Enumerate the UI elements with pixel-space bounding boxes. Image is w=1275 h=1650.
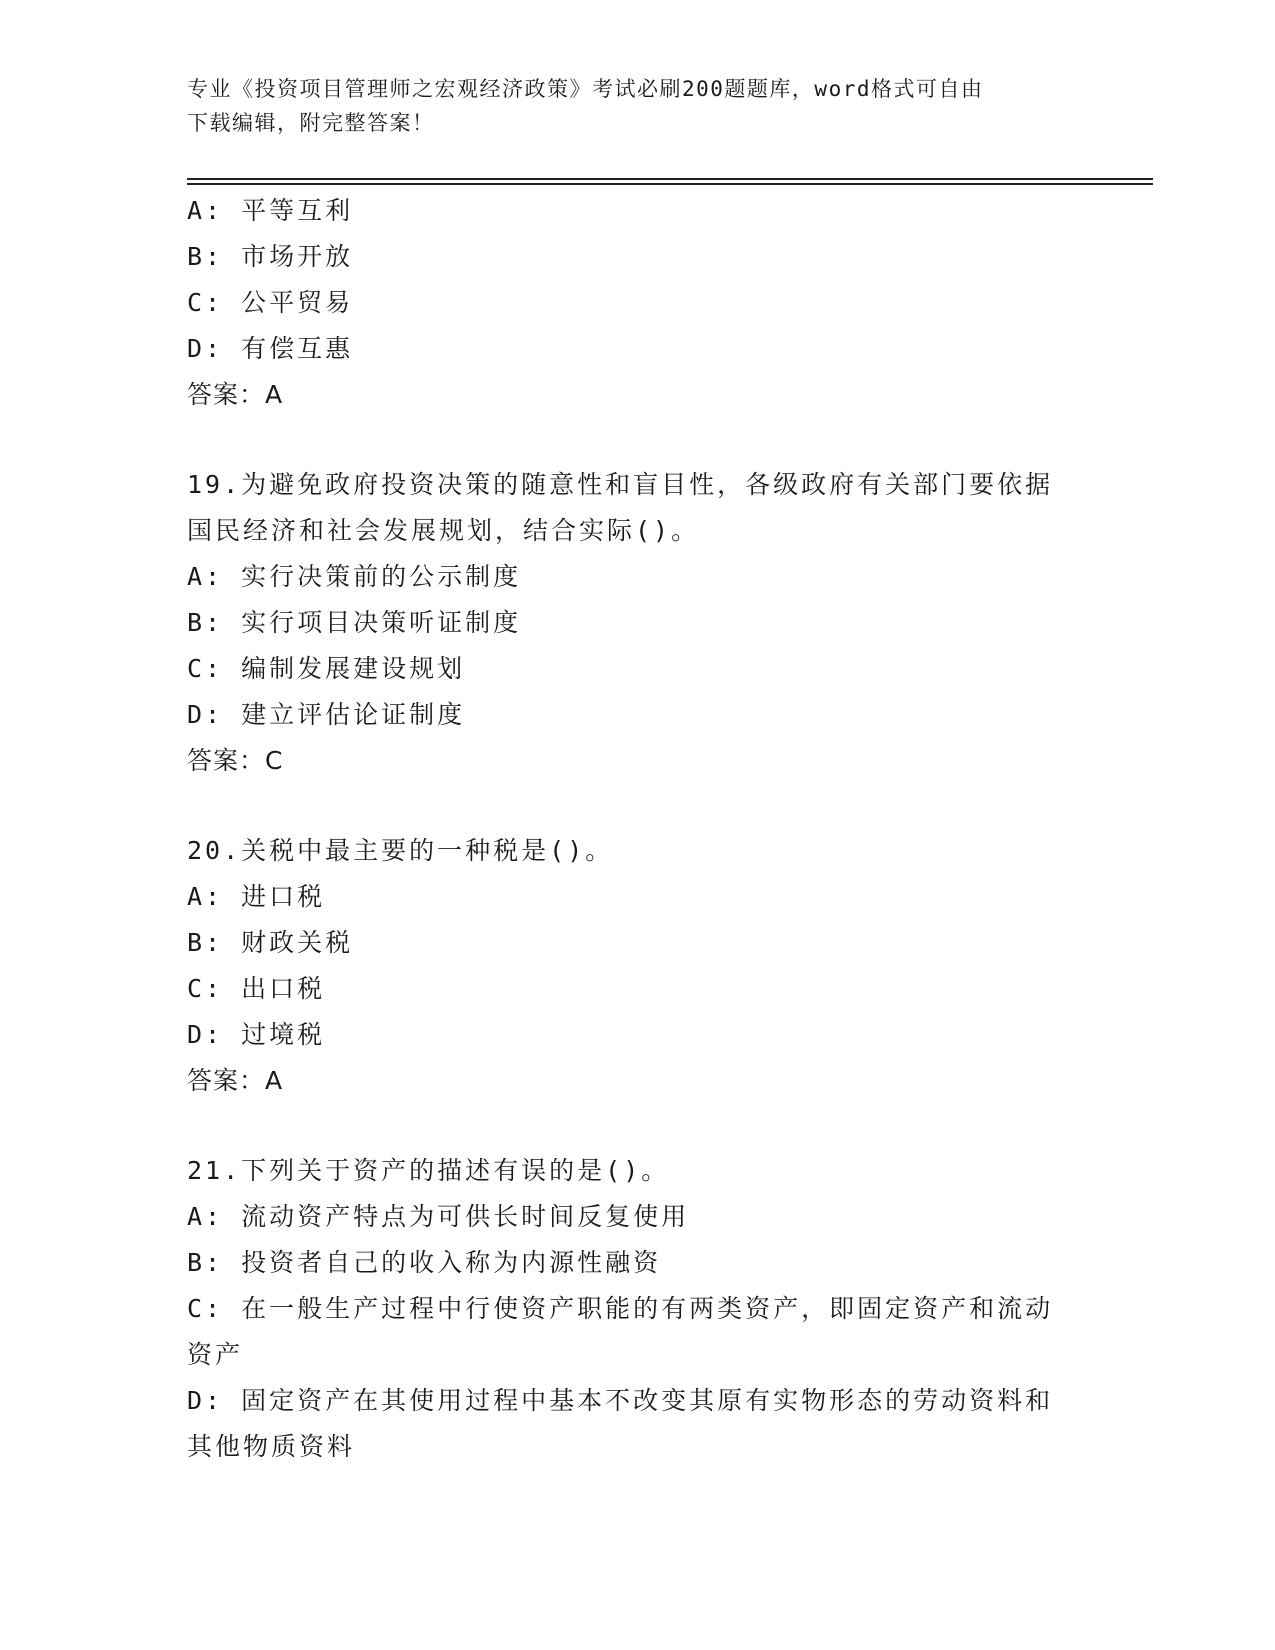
question-list	[187, 188, 1077, 1470]
option-d: D: 建立评估论证制度	[187, 700, 466, 729]
question-text-line-1: 20.关税中最主要的一种税是()。	[187, 836, 614, 865]
option-a: A: 进口税	[187, 882, 326, 911]
spacer	[187, 1104, 1077, 1148]
option-a: A: 流动资产特点为可供长时间反复使用	[187, 1202, 690, 1231]
answer: 答案：A	[187, 1066, 284, 1095]
option-b: B: 实行项目决策听证制度	[187, 608, 522, 637]
answer: 答案：A	[187, 380, 284, 409]
option-d: D: 过境税	[187, 1020, 326, 1049]
option-a: A: 平等互利	[187, 196, 354, 225]
question-20	[187, 828, 1077, 1104]
option-d: D: 有偿互惠	[187, 334, 354, 363]
spacer	[187, 418, 1077, 462]
question-21	[187, 1148, 1077, 1470]
document-header	[187, 72, 1067, 140]
option-c-line-1: C: 在一般生产过程中行使资产职能的有两类资产，即固定资产和流动	[187, 1294, 1054, 1323]
option-c: C: 公平贸易	[187, 288, 354, 317]
option-c-line-2: 资产	[187, 1340, 244, 1369]
option-c: C: 编制发展建设规划	[187, 654, 466, 683]
question-text-line-1: 19.为避免政府投资决策的随意性和盲目性，各级政府有关部门要依据	[187, 470, 1054, 499]
question-text-line-1: 21.下列关于资产的描述有误的是()。	[187, 1156, 670, 1185]
question-text-line-2: 国民经济和社会发展规划，结合实际()。	[187, 516, 700, 545]
option-a: A: 实行决策前的公示制度	[187, 562, 522, 591]
option-c: C: 出口税	[187, 974, 326, 1003]
option-b: B: 财政关税	[187, 928, 354, 957]
question-19	[187, 462, 1077, 784]
answer: 答案：C	[187, 746, 284, 775]
header-rule-top	[187, 178, 1153, 180]
option-b: B: 投资者自己的收入称为内源性融资	[187, 1248, 662, 1277]
header-line-1: 专业《投资项目管理师之宏观经济政策》考试必刷200题题库，word格式可自由	[187, 77, 984, 101]
header-rule-bottom	[187, 183, 1153, 185]
spacer	[187, 784, 1077, 828]
option-d-line-1: D: 固定资产在其使用过程中基本不改变其原有实物形态的劳动资料和	[187, 1386, 1054, 1415]
option-d-line-2: 其他物质资料	[187, 1432, 356, 1461]
header-line-2: 下载编辑，附完整答案！	[187, 111, 435, 135]
question-18	[187, 188, 1077, 418]
option-b: B: 市场开放	[187, 242, 354, 271]
